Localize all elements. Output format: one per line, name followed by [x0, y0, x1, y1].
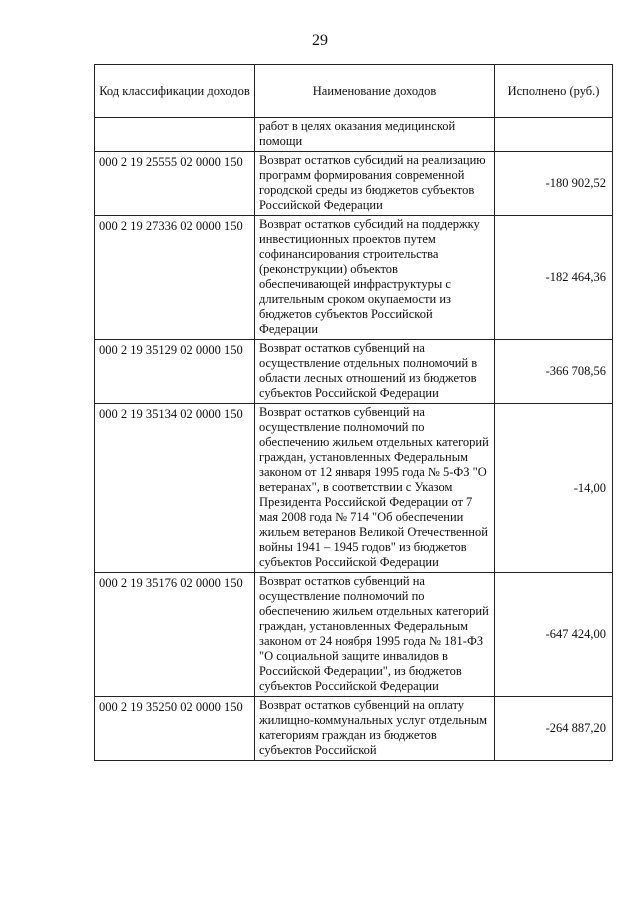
classification-code: 000 2 19 25555 02 0000 150 — [95, 152, 255, 216]
table-row — [95, 573, 613, 697]
header-name: Наименование доходов — [255, 65, 495, 118]
classification-code: 000 2 19 35129 02 0000 150 — [95, 340, 255, 404]
classification-code — [95, 118, 255, 152]
executed-amount — [495, 118, 613, 152]
executed-amount: -264 887,20 — [495, 697, 613, 761]
table-row — [95, 340, 613, 404]
revenue-name: Возврат остатков субвенций на осуществление полномочий по обеспечению жильем отдельных категорий граждан, установленных Федеральным законом от 12 января 1995 года № 5-ФЗ "О ветеранах", в соответствии с Указом Президента Российской Федерации от 7 мая 2008 года № 714 "Об обеспечении жильем ветеранов Великой Отечественной войны 1941 – 1945 годов" из бюджетов субъектов Российской Федерации — [255, 404, 495, 573]
table-row — [95, 697, 613, 761]
table-row — [95, 118, 613, 152]
revenue-name: Возврат остатков субвенций на осуществление отдельных полномочий в области лесных отношений из бюджетов субъектов Российской Федерации — [255, 340, 495, 404]
executed-amount: -647 424,00 — [495, 573, 613, 697]
executed-amount: -14,00 — [495, 404, 613, 573]
classification-code: 000 2 19 35250 02 0000 150 — [95, 697, 255, 761]
executed-amount: -182 464,36 — [495, 216, 613, 340]
table-row — [95, 152, 613, 216]
executed-amount: -180 902,52 — [495, 152, 613, 216]
revenue-name: Возврат остатков субсидий на реализацию программ формирования современной городской среды из бюджетов субъектов Российской Федерации — [255, 152, 495, 216]
classification-code: 000 2 19 27336 02 0000 150 — [95, 216, 255, 340]
table-row — [95, 216, 613, 340]
revenue-name: Возврат остатков субвенций на осуществление полномочий по обеспечению жильем отдельных категорий граждан, установленных Федеральным законом от 24 ноября 1995 года № 181-ФЗ "О социальной защите инвалидов в Российской Федерации", из бюджетов субъектов Российской Федерации — [255, 573, 495, 697]
page-number: 29 — [312, 32, 328, 49]
header-code: Код классификации доходов — [95, 65, 255, 118]
revenue-table — [94, 64, 613, 761]
executed-amount: -366 708,56 — [495, 340, 613, 404]
table-row — [95, 404, 613, 573]
revenue-name: Возврат остатков субвенций на оплату жилищно-коммунальных услуг отдельным категориям граждан из бюджетов субъектов Российской — [255, 697, 495, 761]
table-header-row — [95, 65, 613, 118]
classification-code: 000 2 19 35134 02 0000 150 — [95, 404, 255, 573]
revenue-name: работ в целях оказания медицинской помощи — [255, 118, 495, 152]
classification-code: 000 2 19 35176 02 0000 150 — [95, 573, 255, 697]
revenue-name: Возврат остатков субсидий на поддержку инвестиционных проектов путем софинансирования строительства (реконструкции) объектов обеспечивающей инфраструктуры с длительным сроком окупаемости из бюджетов субъектов Российской Федерации — [255, 216, 495, 340]
header-amount: Исполнено (руб.) — [495, 65, 613, 118]
